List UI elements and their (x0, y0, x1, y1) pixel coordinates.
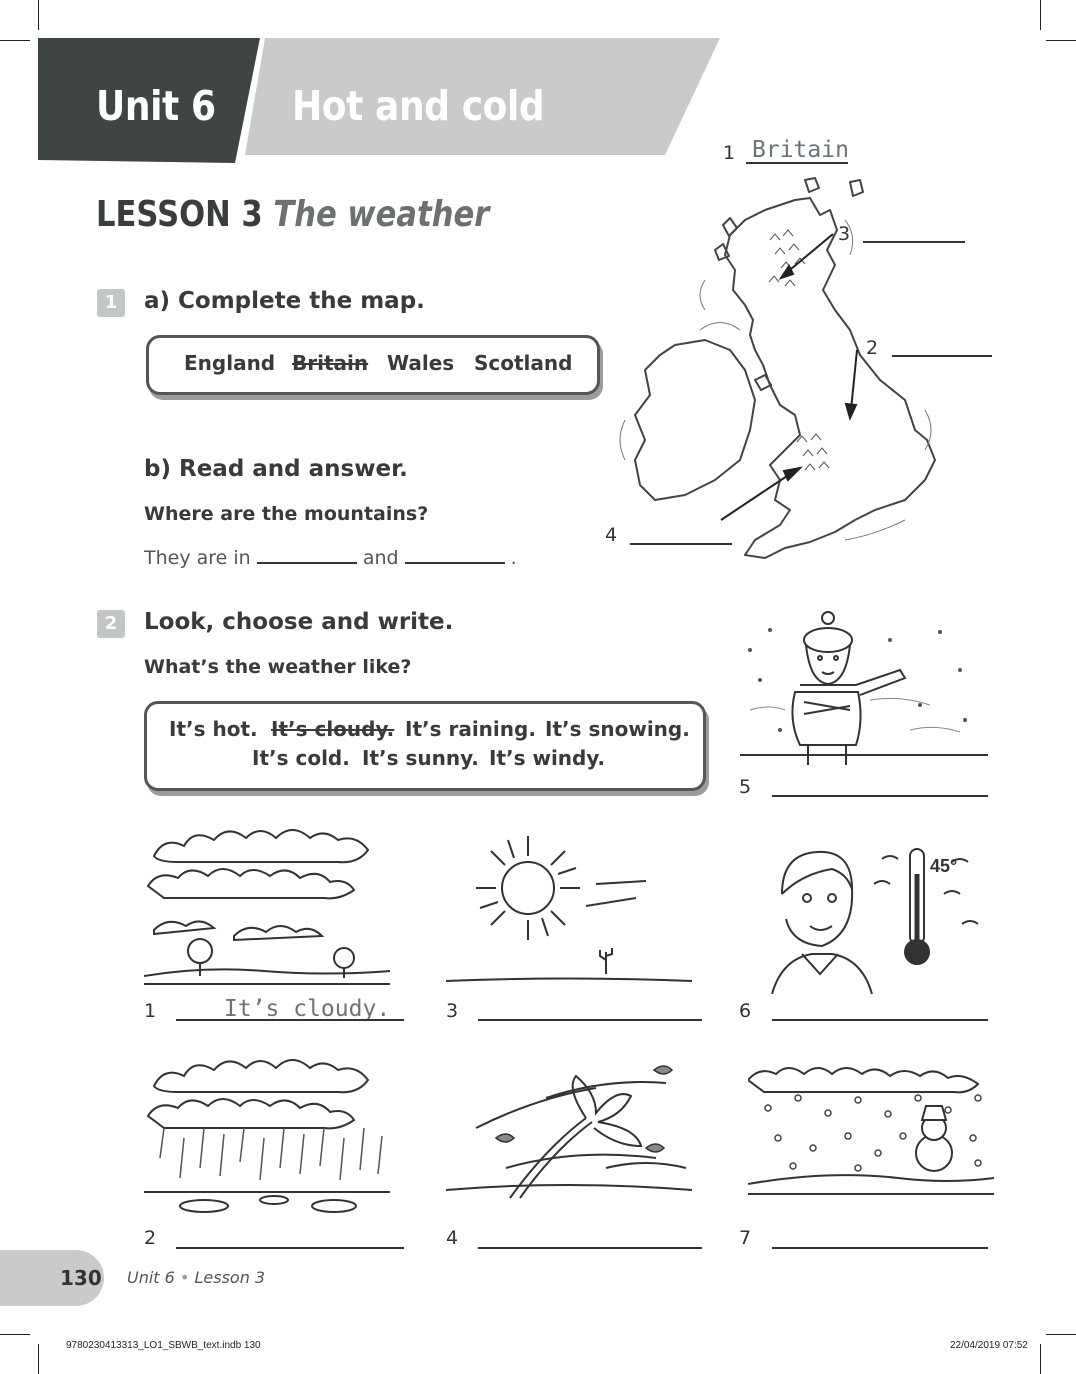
map-answer-line-1[interactable] (746, 162, 848, 164)
britain-map (605, 170, 1005, 575)
footer-unit: Unit 6 (127, 1268, 175, 1287)
phrase-cold: It’s cold. (252, 746, 350, 770)
print-slug-date: 22/04/2019 07:52 (950, 1340, 1028, 1351)
map-answer-line-4[interactable] (630, 543, 732, 545)
exercise-1a-instruction: a) Complete the map. (144, 288, 425, 314)
thermometer-reading: 45° (930, 856, 958, 876)
crop-mark (0, 40, 30, 41)
answer-line-3[interactable] (478, 1019, 702, 1021)
footer-separator: • (179, 1268, 190, 1287)
picture-cloudy (144, 826, 390, 986)
page-number: 130 (60, 1266, 102, 1290)
item-number-5: 5 (739, 776, 752, 798)
crop-mark (1046, 40, 1076, 41)
crop-mark (1040, 0, 1041, 30)
answer-1-handwritten: It’s cloudy. (224, 996, 391, 1022)
word-britain-struck: Britain (292, 351, 369, 375)
sentence-mid: and (362, 547, 399, 569)
word-wales: Wales (387, 351, 455, 375)
map-label-2: 2 (866, 337, 879, 359)
picture-sunny (446, 826, 692, 986)
exercise-2-instruction: Look, choose and write. (144, 609, 454, 635)
exercise-2-badge: 2 (97, 610, 125, 638)
footer-breadcrumb (127, 1268, 265, 1287)
word-box-weather (144, 701, 706, 791)
map-answer-1: Britain (752, 137, 849, 163)
map-label-3: 3 (838, 223, 851, 245)
item-number-3: 3 (446, 1000, 459, 1022)
map-answer-line-3[interactable] (863, 241, 965, 243)
item-number-7: 7 (739, 1227, 752, 1249)
map-label-1: 1 (723, 142, 736, 164)
crop-mark (1046, 1334, 1076, 1335)
picture-cold-girl (740, 610, 988, 770)
lesson-heading (96, 194, 489, 235)
answer-line-1[interactable] (176, 1019, 404, 1021)
picture-hot-boy (762, 834, 992, 994)
weather-question: What’s the weather like? (144, 656, 412, 678)
answer-blank-2[interactable] (405, 544, 505, 564)
map-answer-line-2[interactable] (892, 355, 992, 357)
exercise-1b-instruction: b) Read and answer. (144, 456, 408, 482)
lesson-label: LESSON 3 (96, 194, 263, 235)
phrase-raining: It’s raining. (405, 717, 536, 741)
picture-windy (446, 1058, 692, 1203)
phrase-sunny: It’s sunny. (362, 746, 479, 770)
word-scotland: Scotland (474, 351, 573, 375)
mountains-question: Where are the mountains? (144, 503, 429, 525)
phrase-cloudy-struck: It’s cloudy. (271, 717, 395, 741)
item-number-6: 6 (739, 1000, 752, 1022)
crop-mark (38, 0, 39, 30)
lesson-topic: The weather (273, 194, 490, 235)
crop-mark (38, 1344, 39, 1374)
answer-line-6[interactable] (772, 1019, 988, 1021)
item-number-4: 4 (446, 1227, 459, 1249)
picture-snowing (748, 1058, 994, 1206)
crop-mark (1040, 1344, 1041, 1374)
answer-line-7[interactable] (772, 1247, 988, 1249)
mountains-sentence (144, 544, 517, 569)
sentence-start: They are in (144, 547, 251, 569)
unit-title: Hot and cold (292, 82, 545, 130)
word-box-countries (146, 335, 600, 395)
picture-raining (144, 1058, 390, 1220)
crop-mark (0, 1334, 30, 1335)
sentence-end: . (510, 547, 517, 569)
phrase-windy: It’s windy. (489, 746, 606, 770)
phrase-hot: It’s hot. (169, 717, 258, 741)
exercise-1-badge: 1 (97, 289, 125, 317)
item-number-2: 2 (144, 1227, 157, 1249)
answer-line-5[interactable] (772, 795, 988, 797)
print-slug-file: 9780230413313_LO1_SBWB_text.indb 130 (66, 1340, 261, 1351)
item-number-1: 1 (144, 1000, 157, 1022)
answer-blank-1[interactable] (257, 544, 357, 564)
answer-line-4[interactable] (478, 1247, 702, 1249)
word-england: England (184, 351, 276, 375)
phrase-snowing: It’s snowing. (545, 717, 690, 741)
map-label-4: 4 (605, 524, 618, 546)
footer-lesson: Lesson 3 (194, 1268, 266, 1287)
unit-label: Unit 6 (96, 82, 216, 130)
answer-line-2[interactable] (176, 1247, 404, 1249)
